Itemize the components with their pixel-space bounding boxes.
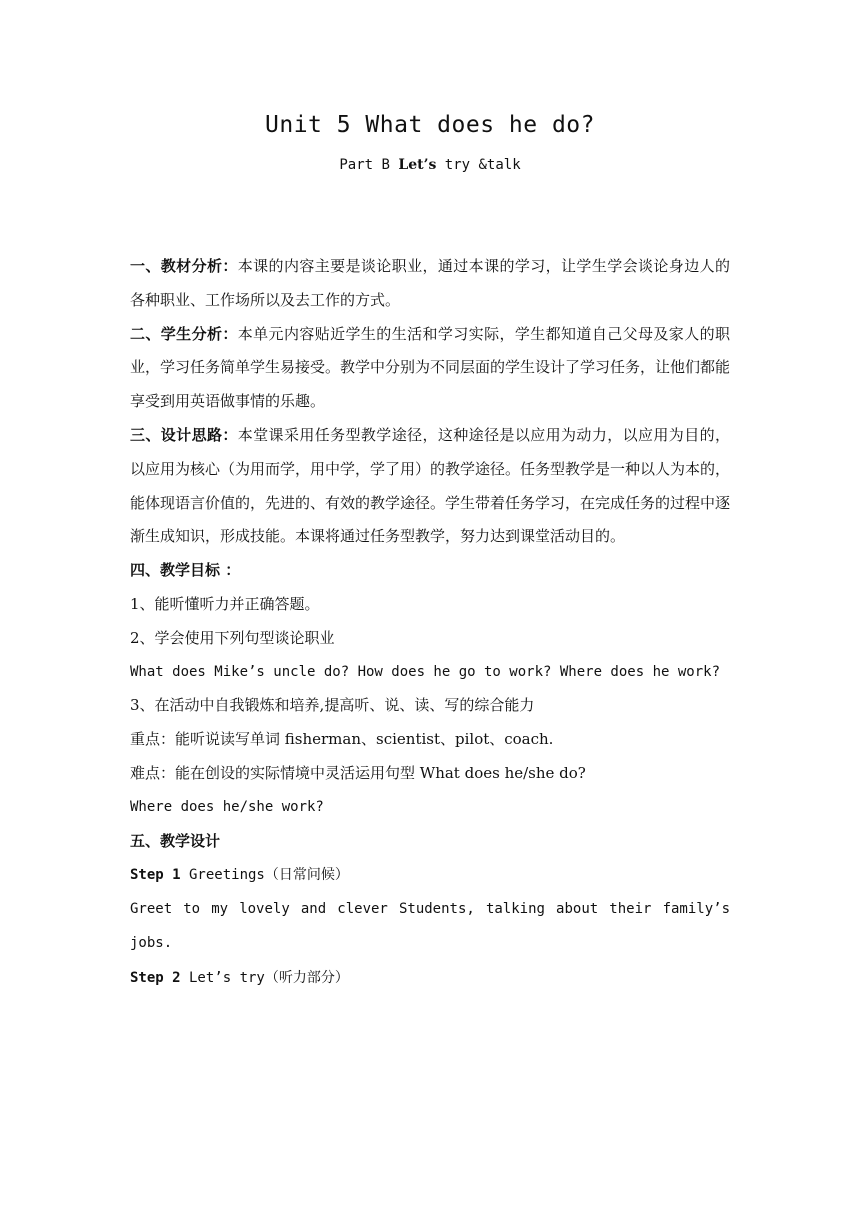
section-heading: 三、设计思路： [130, 425, 238, 444]
step-label: Step 1 [130, 867, 181, 884]
section-textbook-analysis [130, 250, 730, 318]
document-subtitle [0, 157, 860, 173]
section-heading: 一、教材分析： [130, 257, 238, 275]
goal-key-point: 重点：能听说读写单词 fisherman、scientist、pilot、coach. [130, 730, 554, 749]
goal-item: 1、能听懂听力并正确答题。 [130, 594, 320, 613]
step-text: Let’s try（听力部分） [180, 969, 349, 986]
goal-item: 2、学会使用下列句型谈论职业 [130, 628, 335, 647]
goal-difficult-point: 难点：能在创设的实际情境中灵活运用句型 What does he/she do? [130, 763, 586, 782]
document-body [130, 250, 730, 996]
subtitle-suffix: try &talk [436, 157, 521, 173]
subtitle-prefix: Part B [339, 157, 399, 173]
goal-item: What does Mike’s uncle do? How does he go to work? Where does he work? [130, 663, 721, 680]
step-1-description: Greet to my lovely and clever Students, talking about their family’s jobs. [130, 901, 730, 951]
step-1 [130, 858, 730, 893]
step-text: Greetings（日常问候） [180, 867, 349, 884]
section-student-analysis [130, 318, 730, 419]
step-2 [130, 961, 730, 996]
section-design-idea [130, 419, 730, 554]
section-text: 本课的内容主要是谈论职业，通过本课的学习，让学生学会谈论身边人的各种职业、工作场所以及去工作的方式。 [130, 257, 730, 309]
goal-item: 3、在活动中自我锻炼和培养,提高听、说、读、写的综合能力 [130, 696, 535, 715]
section-text: 本单元内容贴近学生的生活和学习实际，学生都知道自己父母及家人的职业，学习任务简单学生易接受。教学中分别为不同层面的学生设计了学习任务，让他们都能享受到用英语做事情的乐趣。 [130, 324, 731, 411]
section-teaching-goals-heading: 四、教学目标 ： [130, 561, 241, 580]
section-heading: 二、学生分析： [130, 324, 238, 343]
section-teaching-design-heading: 五、教学设计 [130, 831, 221, 850]
document-title: Unit 5 What does he do? [265, 112, 595, 138]
step-label: Step 2 [130, 969, 181, 986]
goal-item: Where does he/she work? [130, 798, 324, 815]
subtitle-bold: Let’s [398, 157, 437, 173]
section-text: 本堂课采用任务型教学途径，这种途径是以应用为动力，以应用为目的，以应用为核心（为用而学，用中学，学了用）的教学途径。任务型教学是一种以人为本的，能体现语言价值的，先进的、有效的教学途径。学生带着任务学习，在完成任务的过程中逐渐生成知识，形成技能。本课将通过任务型教学，努力达到课堂活动目的。 [130, 425, 731, 546]
